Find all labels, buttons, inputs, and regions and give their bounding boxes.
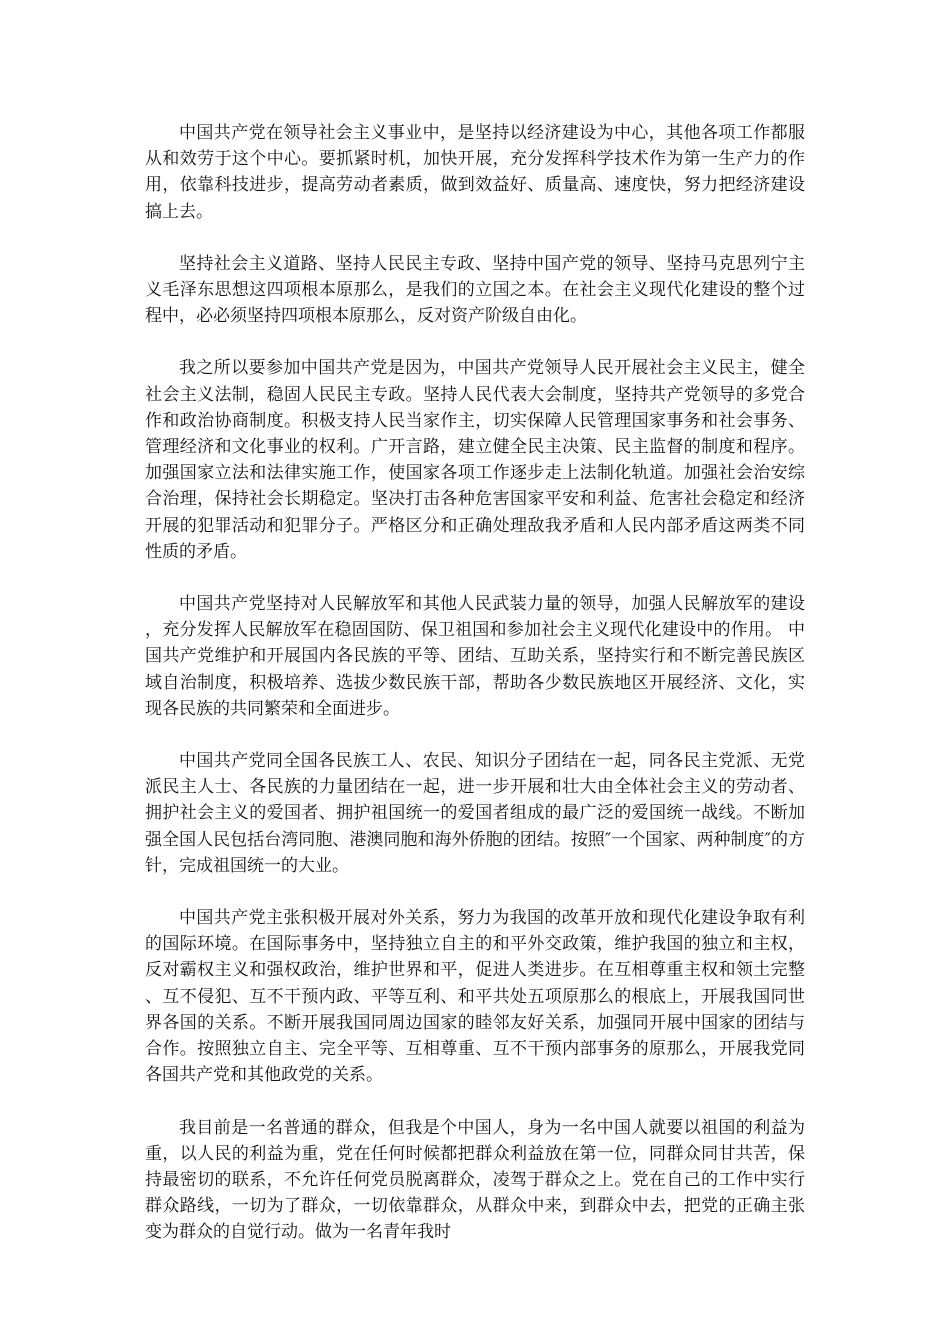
paragraph-1: 中国共产党在领导社会主义事业中，是坚持以经济建设为中心，其他各项工作都服从和效劳于这个中心。要抓紧时机，加快开展，充分发挥科学技术作为第一生产力的作用，依靠科技进步，提高劳动者素质，做到效益好、质量高、速度快，努力把经济建设搞上去。 (145, 123, 805, 222)
paragraph-6: 中国共产党主张积极开展对外关系，努力为我国的改革开放和现代化建设争取有利的国际环境。在国际事务中，坚持独立自主的和平外交政策，维护我国的独立和主权，反对霸权主义和强权政治，维护世界和平，促进人类进步。在互相尊重主权和领土完整、互不侵犯、互不干预内政、平等互利、和平共处五项原那么的根底上，开展我国同世界各国的关系。不断开展我国同周边国家的睦邻友好关系，加强同开展中国家的团结与合作。按照独立自主、完全平等、互相尊重、互不干预内部事务的原那么，开展我党同各国共产党和其他政党的关系。 (145, 908, 805, 1086)
document-body (145, 120, 805, 1246)
paragraph-3: 我之所以要参加中国共产党是因为，中国共产党领导人民开展社会主义民主，健全社会主义法制，稳固人民民主专政。坚持人民代表大会制度，坚持共产党领导的多党合作和政治协商制度。积极支持人民当家作主，切实保障人民管理国家事务和社会事务、管理经济和文化事业的权利。广开言路，建立健全民主决策、民主监督的制度和程序。加强国家立法和法律实施工作，使国家各项工作逐步走上法制化轨道。加强社会治安综合治理，保持社会长期稳定。坚决打击各种危害国家平安和利益、危害社会稳定和经济开展的犯罪活动和犯罪分子。严格区分和正确处理敌我矛盾和人民内部矛盾这两类不同性质的矛盾。 (145, 358, 805, 562)
paragraph-2: 坚持社会主义道路、坚持人民民主专政、坚持中国产党的领导、坚持马克思列宁主义毛泽东思想这四项根本原那么，是我们的立国之本。在社会主义现代化建设的整个过程中，必必须坚持四项根本原那么，反对资产阶级自由化。 (145, 253, 805, 327)
paragraph-4: 中国共产党坚持对人民解放军和其他人民武装力量的领导，加强人民解放军的建设，充分发挥人民解放军在稳固国防、保卫祖国和参加社会主义现代化建设中的作用。 中国共产党维护和开展国内各民族的平等、团结、互助关系，坚持实行和不断完善民族区域自治制度，积极培养、选拔少数民族干部，帮助各少数民族地区开展经济、文化，实现各民族的共同繁荣和全面进步。 (145, 594, 805, 719)
paragraph-5: 中国共产党同全国各民族工人、农民、知识分子团结在一起，同各民主党派、无党派民主人士、各民族的力量团结在一起，进一步开展和壮大由全体社会主义的劳动者、拥护社会主义的爱国者、拥护祖国统一的爱国者组成的最广泛的爱国统一战线。不断加强全国人民包括台湾同胞、港澳同胞和海外侨胞的团结。按照″一个国家、两种制度″的方针，完成祖国统一的大业。 (145, 751, 805, 876)
paragraph-7: 我目前是一名普通的群众，但我是个中国人，身为一名中国人就要以祖国的利益为重，以人民的利益为重，党在任何时候都把群众利益放在第一位，同群众同甘共苦，保持最密切的联系，不允许任何党员脱离群众，凌驾于群众之上。党在自己的工作中实行群众路线，一切为了群众，一切依靠群众，从群众中来，到群众中去，把党的正确主张变为群众的自觉行动。做为一名青年我时 (145, 1117, 805, 1243)
